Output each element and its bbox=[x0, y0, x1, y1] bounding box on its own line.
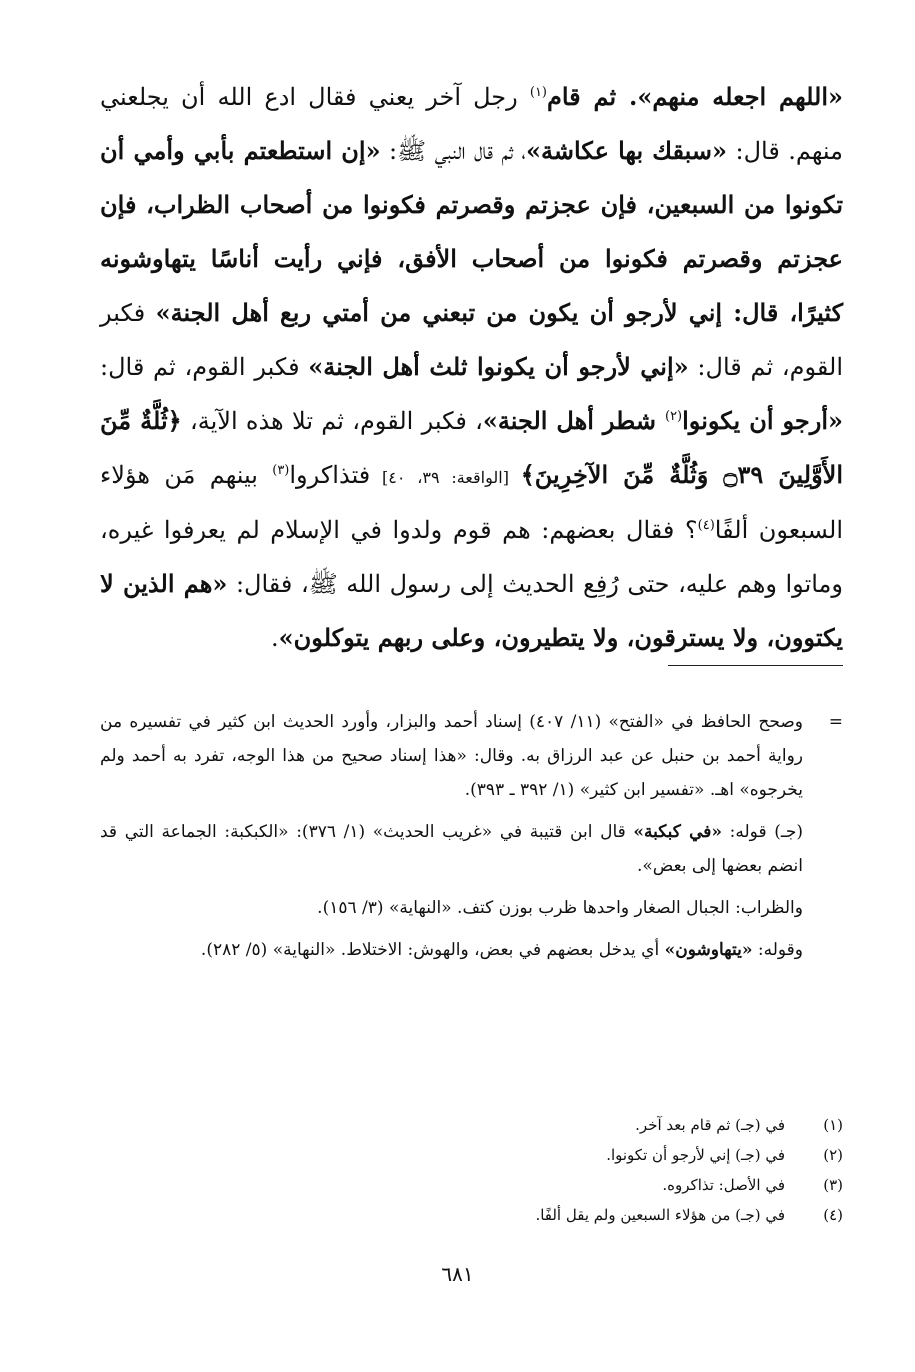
text-l8: بينهم مَن هؤلاء السبعون ألفًا bbox=[100, 461, 844, 544]
footnote-number: (٣) bbox=[823, 1176, 843, 1194]
continuation-mark: = bbox=[828, 712, 843, 732]
footnote-text: في (جـ) ثم قام بعد آخر. bbox=[635, 1116, 785, 1134]
note-text-2a: (جـ) قوله: bbox=[722, 822, 803, 842]
footnote-number: (٤) bbox=[823, 1206, 843, 1224]
hadith-paragraph bbox=[100, 70, 843, 665]
text-l5: فكبر القوم، ثم قال: bbox=[100, 353, 309, 381]
text-l3: ، ثم قال النبي ﷺ: bbox=[380, 137, 527, 165]
footnote-ref-4[interactable]: (٤) bbox=[697, 518, 715, 533]
quran-verse: ﴿ثُلَّةٌ مِّنَ الأَوَّلِينَ ۝٣٩ وَثُلَّةٌ مِّنَ الآخِرِينَ﴾ bbox=[100, 406, 844, 489]
footnotes bbox=[100, 1110, 843, 1230]
text-l9: ؟ فقال بعضهم: هم قوم ولدوا في الإسلام لم يعرفوا غيره، وماتوا وهم عليه، حتى رُفِع الحديث إلى رسول الله ﷺ، فقال: bbox=[100, 516, 844, 598]
note-text-4a: وقوله: bbox=[752, 940, 803, 960]
footnote-item bbox=[100, 1170, 843, 1200]
note-continued bbox=[100, 705, 843, 807]
text-b6: شطر أهل الجنة» bbox=[482, 406, 665, 435]
footnote-item bbox=[100, 1140, 843, 1170]
note-kabkaba bbox=[100, 815, 843, 883]
footnote-item bbox=[100, 1110, 843, 1140]
main-text bbox=[100, 70, 843, 665]
footnote-ref-1[interactable]: (١) bbox=[529, 85, 547, 100]
notes-section bbox=[100, 705, 843, 975]
footnote-item bbox=[100, 1200, 843, 1230]
text-l4: فكبر القوم، ثم قال: bbox=[100, 299, 844, 381]
note-text-2b: «في كبكبة» bbox=[633, 822, 722, 842]
text-l6: ، فكبر القوم، ثم تلا هذه الآية، bbox=[181, 407, 483, 435]
footnote-text: في (جـ) إني لأرجو أن تكونوا. bbox=[606, 1146, 785, 1164]
footnote-text: في (جـ) من هؤلاء السبعين ولم يقل ألفًا. bbox=[535, 1206, 785, 1224]
separator-line bbox=[668, 665, 843, 666]
note-text-1: وصحح الحافظ في «الفتح» (١١/ ٤٠٧) إسناد أحمد والبزار، وأورد الحديث ابن كثير في تفسيره من رواية أحمد بن حنبل عن عبد الرزاق به. وقال: «هذا إسناد صحيح من هذا الوجه، تفرد به أحمد ولم يخرجوه» اهـ. «تفسير ابن كثير» (١/ ٣٩٢ ـ ٣٩٣). bbox=[100, 712, 803, 800]
text-b9: «هم الذين لا يكتوون، ولا يسترقون، ولا يتطيرون، وعلى ربهم يتوكلون» bbox=[100, 569, 843, 652]
note-text-4b: «يتهاوشون» bbox=[664, 940, 753, 960]
footnote-ref-3[interactable]: (٣) bbox=[272, 463, 290, 478]
text-b4: «إني لأرجو أن يكونوا ثلث أهل الجنة» bbox=[308, 352, 689, 381]
footnote-number: (١) bbox=[823, 1116, 843, 1134]
text-l1: «اللهم اجعله منهم». ثم قام bbox=[547, 82, 844, 111]
page-number: ٦٨١ bbox=[441, 1262, 474, 1286]
verse-reference: [الواقعة: ٣٩، ٤٠] bbox=[370, 468, 521, 487]
note-text-2c: قال ابن قتيبة في «غريب الحديث» (١/ ٣٧٦): «الكبكبة: الجماعة التي قد انضم بعضها إلى بعض». bbox=[100, 822, 803, 876]
note-text-4c: أي يدخل بعضهم في بعض، والهوش: الاختلاط. «النهاية» (٥/ ٢٨٢). bbox=[200, 940, 665, 960]
footnote-text: في الأصل: تذاكروه. bbox=[662, 1176, 785, 1194]
text-b3: «إن استطعتم بأبي وأمي أن تكونوا من السبعين، فإن عجزتم وقصرتم فكونوا من أصحاب الظراب، فإن عجزتم وقصرتم فكونوا من أصحاب الأفق، فإني رأيت أناسًا يتهاوشونه كثيرًا، قال: إني لأرجو أن يكون من تبعني من أمتي ربع أهل الجنة» bbox=[100, 136, 844, 327]
note-text-3: والظراب: الجبال الصغار واحدها ظرب بوزن كتف. «النهاية» (٣/ ١٥٦). bbox=[317, 898, 803, 918]
footnote-number: (٢) bbox=[823, 1146, 843, 1164]
note-thirab bbox=[100, 891, 843, 925]
text-l7: فتذاكروا bbox=[289, 461, 371, 489]
text-l2: رجل آخر يعني فقال ادع الله أن يجلعني منهم. قال: bbox=[100, 83, 844, 165]
footnote-ref-2[interactable]: (٢) bbox=[664, 409, 683, 424]
text-b2: «سبقك بها عكاشة» bbox=[526, 136, 728, 165]
note-yatahawashun bbox=[100, 933, 843, 967]
text-b5: «أرجو أن يكونوا bbox=[682, 406, 843, 435]
text-l10: . bbox=[271, 624, 279, 652]
